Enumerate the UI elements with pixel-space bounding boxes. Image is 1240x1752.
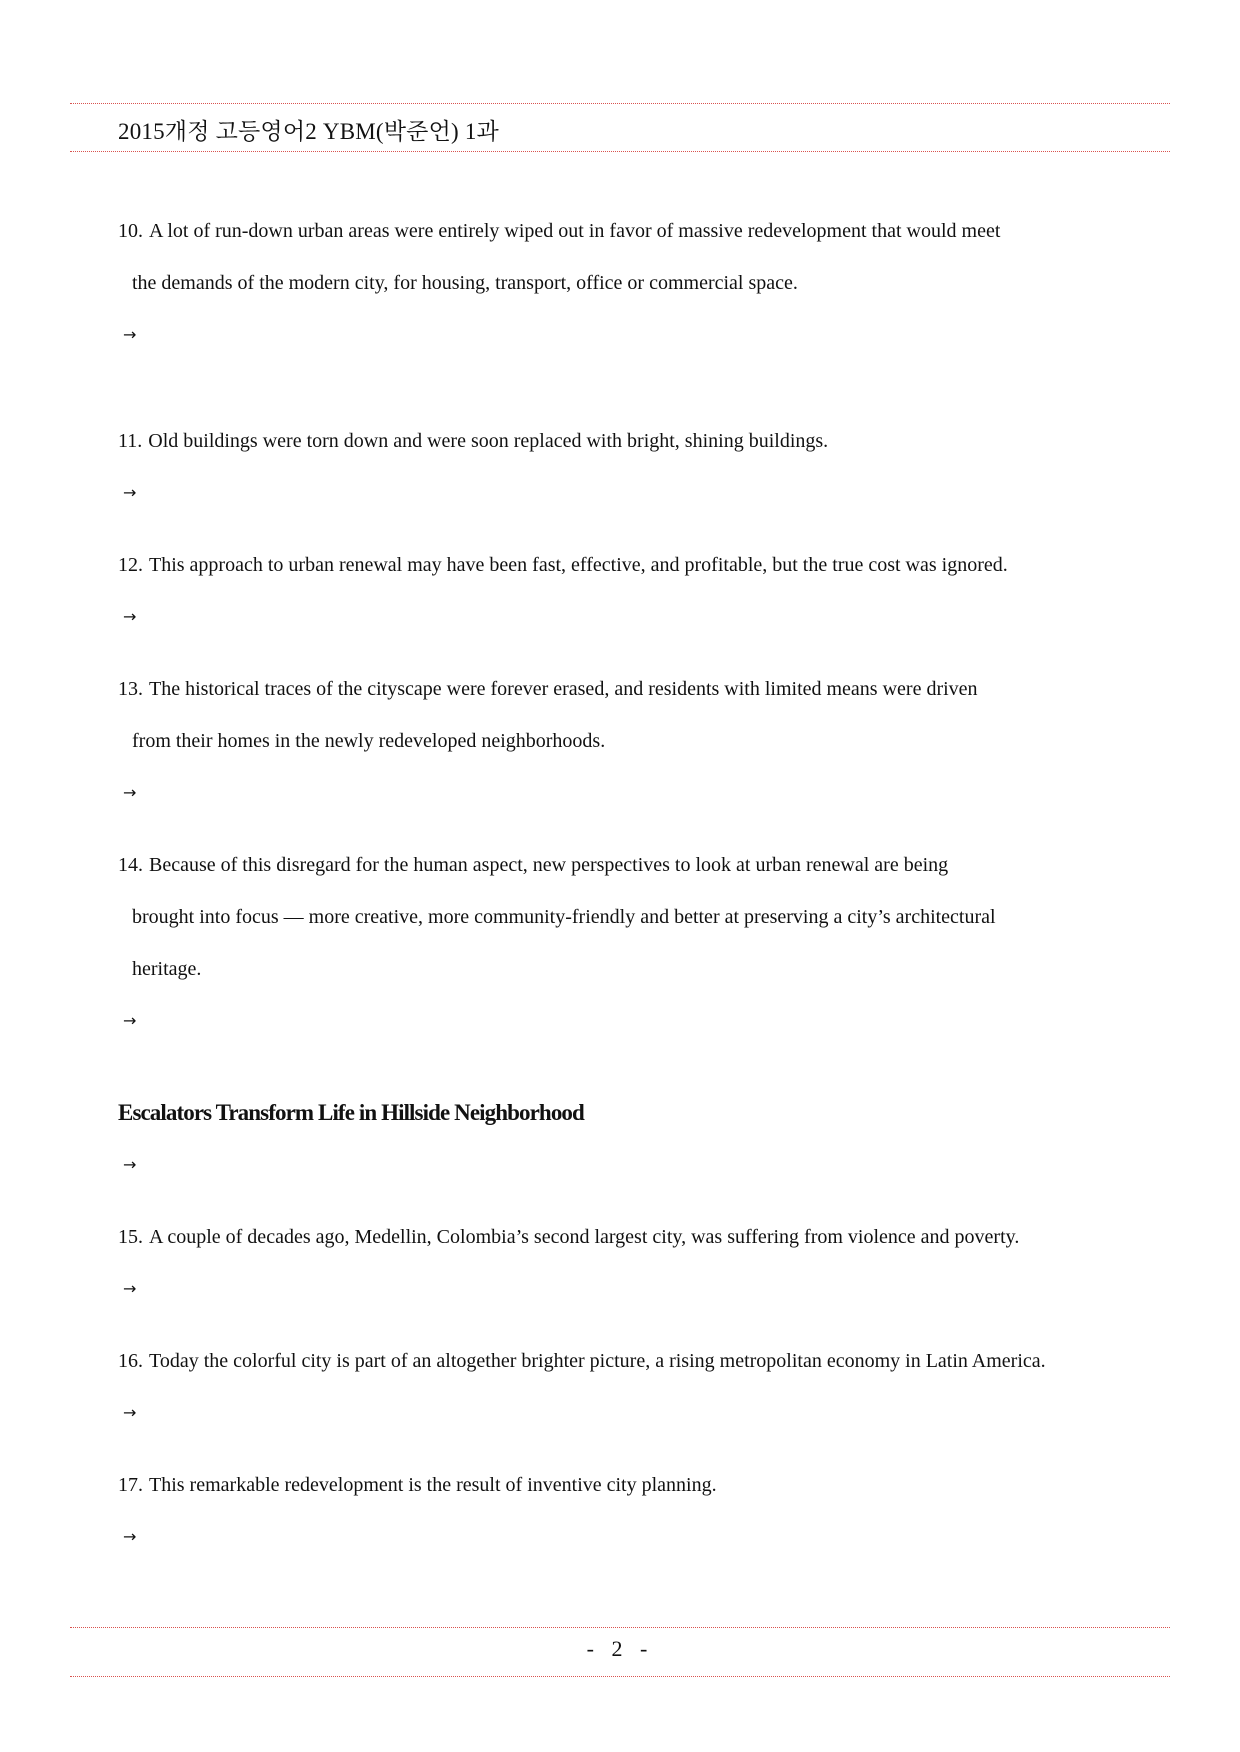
item-number: 17. xyxy=(118,1474,143,1496)
worksheet-content xyxy=(118,205,1124,1563)
item-number: 12. xyxy=(118,554,143,576)
document-header-title: 2015개정 고등영어2 YBM(박준언) 1과 xyxy=(118,119,499,144)
sentence-text: A lot of run-down urban areas were entirely wiped out in favor of massive redevelopment that would meet xyxy=(149,220,1001,242)
sentence-item-12 xyxy=(118,539,1124,591)
section-heading: Escalators Transform Life in Hillside Neighborhood xyxy=(118,1100,584,1125)
sentence-text: This remarkable redevelopment is the result of inventive city planning. xyxy=(149,1474,717,1496)
answer-arrow-icon: → xyxy=(123,607,137,626)
sentence-continuation: heritage. xyxy=(132,958,202,980)
sentence-text: This approach to urban renewal may have been fast, effective, and profitable, but the true cost was ignored. xyxy=(149,554,1008,576)
sentence-item-16 xyxy=(118,1335,1124,1387)
sentence-item-10 xyxy=(118,205,1124,309)
header-top-rule xyxy=(70,103,1170,104)
item-number: 10. xyxy=(118,220,143,242)
sentence-continuation: brought into focus — more creative, more community-friendly and better at preserving a city’s architectural xyxy=(132,906,996,928)
sentence-text: The historical traces of the cityscape were forever erased, and residents with limited means were driven xyxy=(149,678,978,700)
sentence-continuation: from their homes in the newly redeveloped neighborhoods. xyxy=(132,730,606,752)
sentence-item-15 xyxy=(118,1211,1124,1263)
item-number: 14. xyxy=(118,854,143,876)
sentence-item-14 xyxy=(118,839,1124,995)
footer-bottom-rule xyxy=(70,1676,1170,1677)
answer-arrow-icon: → xyxy=(123,1155,137,1174)
sentence-item-13 xyxy=(118,663,1124,767)
answer-arrow-icon: → xyxy=(123,783,137,802)
answer-arrow-icon: → xyxy=(123,1011,137,1030)
sentence-item-17 xyxy=(118,1459,1124,1511)
item-number: 15. xyxy=(118,1226,143,1248)
header-bottom-rule xyxy=(70,151,1170,152)
item-number: 16. xyxy=(118,1350,143,1372)
sentence-item-11 xyxy=(118,415,1124,467)
page-number: - 2 - xyxy=(586,1636,654,1661)
answer-arrow-icon: → xyxy=(123,325,137,344)
answer-arrow-icon: → xyxy=(123,1279,137,1298)
sentence-text: Old buildings were torn down and were soon replaced with bright, shining buildings. xyxy=(148,430,829,452)
sentence-text: A couple of decades ago, Medellin, Colombia’s second largest city, was suffering from violence and poverty. xyxy=(149,1226,1020,1248)
sentence-text: Today the colorful city is part of an altogether brighter picture, a rising metropolitan economy in Latin America. xyxy=(149,1350,1046,1372)
sentence-continuation: the demands of the modern city, for housing, transport, office or commercial space. xyxy=(132,272,798,294)
answer-arrow-icon: → xyxy=(123,483,137,502)
sentence-text: Because of this disregard for the human aspect, new perspectives to look at urban renewal are being xyxy=(149,854,949,876)
footer-top-rule xyxy=(70,1627,1170,1628)
item-number: 13. xyxy=(118,678,143,700)
answer-arrow-icon: → xyxy=(123,1403,137,1422)
item-number: 11. xyxy=(118,430,143,452)
answer-arrow-icon: → xyxy=(123,1527,137,1546)
